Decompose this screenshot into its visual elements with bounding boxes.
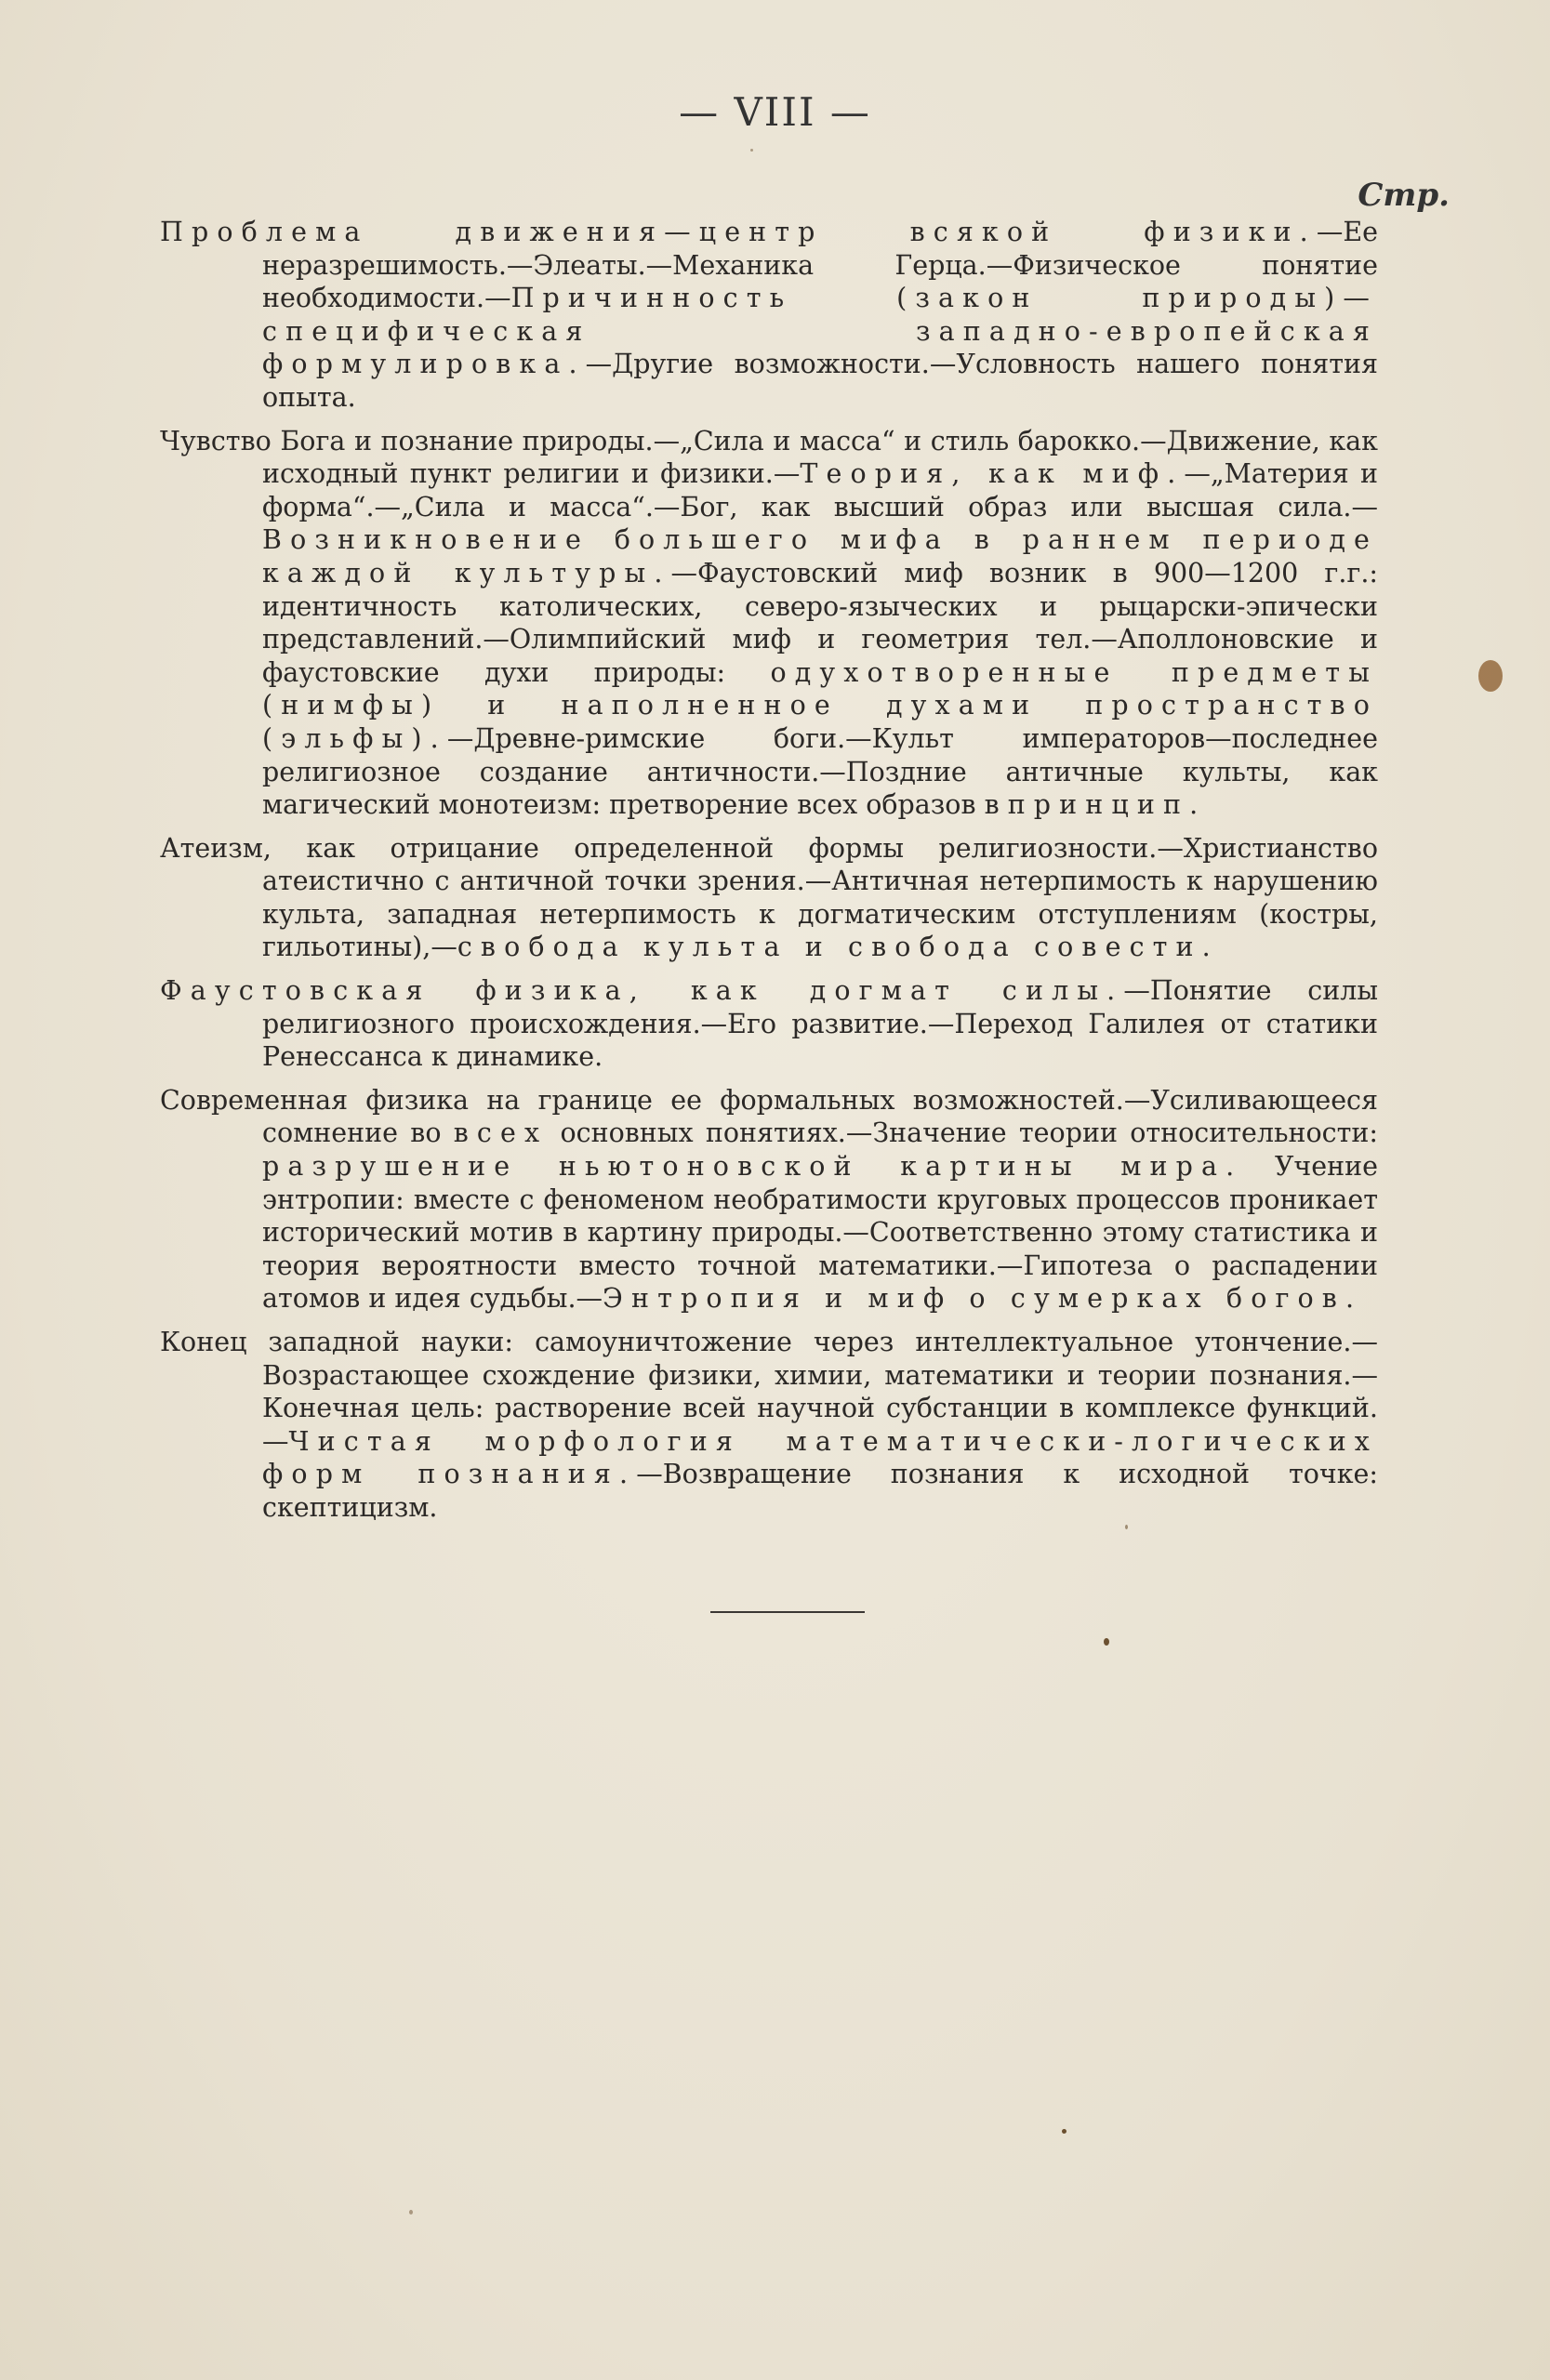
toc-entry-text (160, 1326, 1378, 1525)
toc-entry-text (160, 216, 1378, 415)
toc-entry (160, 1326, 1378, 1525)
entry-run-text: —„Материя и форма“.—„Сила и масса“.—Бог, как высший образ или высшая сила.— (262, 458, 1378, 522)
paper-speck (409, 2210, 413, 2215)
entry-run-text: —Другие возможности.—Условность нашего понятия опыта. (262, 349, 1378, 413)
paper-speck (1125, 1525, 1128, 1529)
entry-run-text: Учение энтропии: вместе с феноменом необратимости круговых процессов проникает исторический мотив в картину природы.—Соответственно этому статистика и теория вероятности вместо точной математики.—Гипотеза о распадении атомов и идея судьбы.— (262, 1151, 1378, 1315)
spaced-emphasis-text: Причинность (закон природы)—специфическая западно-европейская формулировка. (262, 283, 1378, 380)
toc-entry-text (160, 1084, 1378, 1316)
paper-speck (750, 149, 753, 152)
toc-entry-text (160, 832, 1378, 964)
spaced-emphasis-text: Возникновение большего мифа в раннем периоде каждой культуры. (262, 524, 1378, 588)
spaced-emphasis-text: одухотворенные предметы (нимфы) и наполненное духами пространство (эльфы). (262, 656, 1378, 754)
spaced-emphasis-text: Теория, как миф. (800, 458, 1185, 490)
toc-entry (160, 1084, 1378, 1316)
entry-run-text: основных понятиях.—Значение теории относительности: (548, 1117, 1378, 1149)
entry-run-text: —Понятие силы религиозного происхождения.—Его развитие.—Переход Галилея от статики Ренессанса к динамике. (262, 975, 1379, 1073)
entry-run-text: Конец западной науки: самоуничтожение через интеллектуальное утончение.—Возрастающее схождение физики, химии, математики и теории познания.—Конечная цель: растворение всей научной субстанции в комплексе функций.— (160, 1327, 1378, 1457)
spaced-emphasis-text: разрушение ньютоновской картины мира. (262, 1151, 1243, 1183)
entry-run-text: —Фаустовский миф возник в 900—1200 г.г.: идентичность католических, северо-языческих и рыцарски-эпически представлений.—Олимпийский миф и геометрия тел.—Аполлоновские и фаустовские духи природы: (262, 557, 1378, 688)
spaced-emphasis-text: всех (453, 1117, 549, 1149)
paper-speck (1062, 2129, 1066, 2134)
paper-stain (1478, 660, 1503, 692)
spaced-emphasis-text: принцип. (1007, 789, 1207, 821)
entry-run-text: —Ее неразрешимость.—Элеаты.—Механика Герца.—Физическое понятие необходимости.— (262, 217, 1378, 314)
spaced-emphasis-text: свобода культа и свобода совести. (457, 932, 1219, 963)
table-of-contents (160, 216, 1378, 1535)
toc-entry (160, 216, 1378, 415)
spaced-emphasis-text: Проблема движения—центр всякой физики. (160, 217, 1317, 247)
toc-entry (160, 425, 1378, 822)
spaced-emphasis-text: Чистая морфология математически-логических форм познания. (262, 1425, 1378, 1490)
toc-entry-text (160, 425, 1378, 822)
page-column-label: Стр. (1358, 177, 1450, 214)
entry-run-text: —Древне-римские боги.—Культ императоров—последнее религиозное создание античности.—Поздние античные культы, как магический монотеизм: претворение всех образов в (262, 722, 1378, 821)
entry-run-text: —Возвращение познания к исходной точке: скептицизм. (262, 1459, 1378, 1523)
toc-entry-text (160, 974, 1379, 1074)
toc-entry (160, 974, 1378, 1074)
entry-run-text: Современная физика на границе ее формальных возможностей.—Усиливающееся сомнение во (160, 1084, 1378, 1149)
entry-run-text: Чувство Бога и познание природы.—„Сила и масса“ и стиль барокко.—Движение, как исходный пункт религии и физики.— (160, 425, 1378, 490)
spaced-emphasis-text: Фаустовская физика, как догмат силы. (160, 975, 1124, 1007)
paper-speck (1104, 1638, 1109, 1646)
toc-entry (160, 832, 1378, 964)
spaced-emphasis-text: Энтропия и миф о сумерках богов. (603, 1283, 1363, 1315)
entry-run-text: Атеизм, как отрицание определенной формы религиозности.—Христианство атеистично с античной точки зрения.—Античная нетерпимость к нарушению культа, западная нетерпимость к догматическим отступлениям (костры, гильотины),— (160, 832, 1378, 963)
page-number: — VIII — (679, 89, 871, 135)
closing-rule (710, 1611, 865, 1613)
